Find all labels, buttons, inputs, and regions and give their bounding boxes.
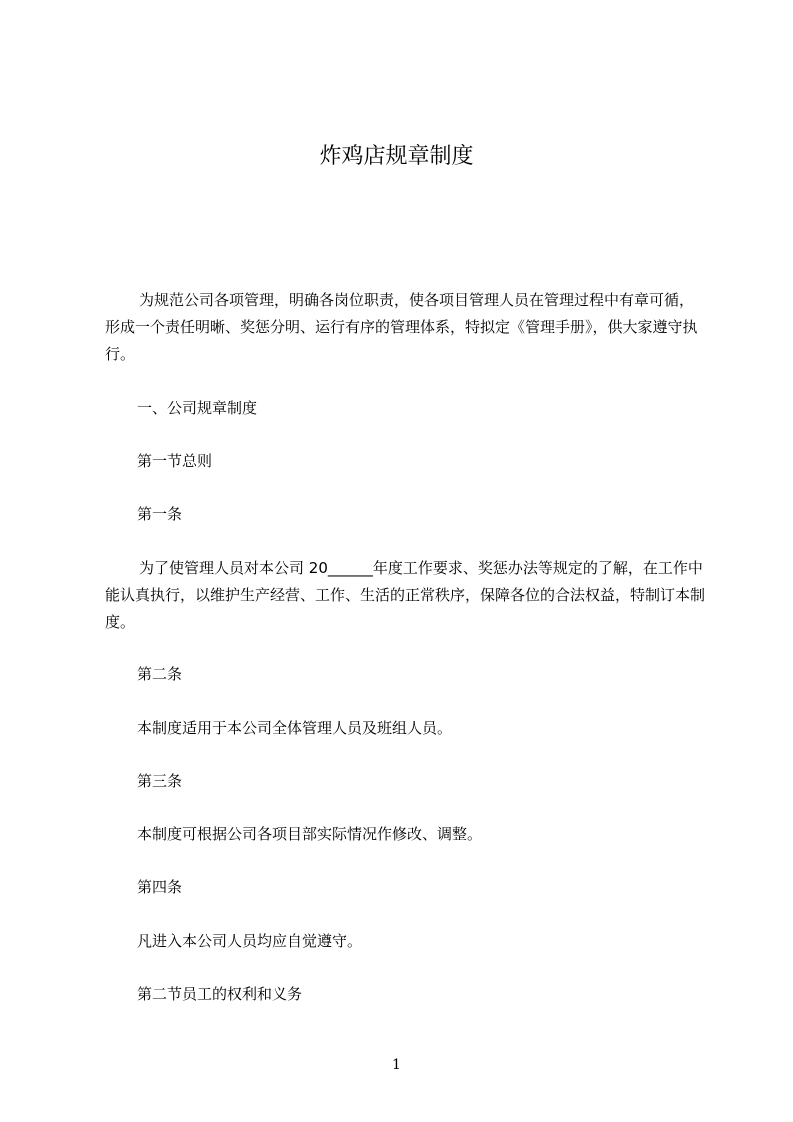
chapter-heading: 第一节总则 [137, 452, 213, 470]
chapter-heading: 第二节员工的权利和义务 [137, 985, 303, 1003]
article-heading: 第二条 [137, 665, 183, 683]
page-number: 1 [392, 1057, 401, 1073]
article-paragraph: 本制度可根据公司各项目部实际情况作修改、调整。 [137, 825, 483, 843]
article-heading: 第一条 [137, 505, 183, 523]
intro-paragraph: 为规范公司各项管理，明确各岗位职责，使各项目管理人员在管理过程中有章可循，形成一个责任明晰、奖惩分明、运行有序的管理体系，特拟定《管理手册》，供大家遵守执行。 [105, 291, 698, 363]
article-paragraph: 凡进入本公司人员均应自觉遵守。 [137, 932, 363, 950]
section-heading: 一、公司规章制度 [137, 399, 258, 417]
article-paragraph: 为了使管理人员对本公司 20______年度工作要求、奖惩办法等规定的了解，在工作中能认真执行，以维护生产经营、工作、生活的正常秩序，保障各位的合法权益，特制订本制度。 [105, 559, 706, 631]
article-heading: 第四条 [137, 878, 183, 896]
article-paragraph: 本制度适用于本公司全体管理人员及班组人员。 [137, 719, 453, 737]
article-heading: 第三条 [137, 772, 183, 790]
document-title: 炸鸡店规章制度 [319, 144, 474, 169]
